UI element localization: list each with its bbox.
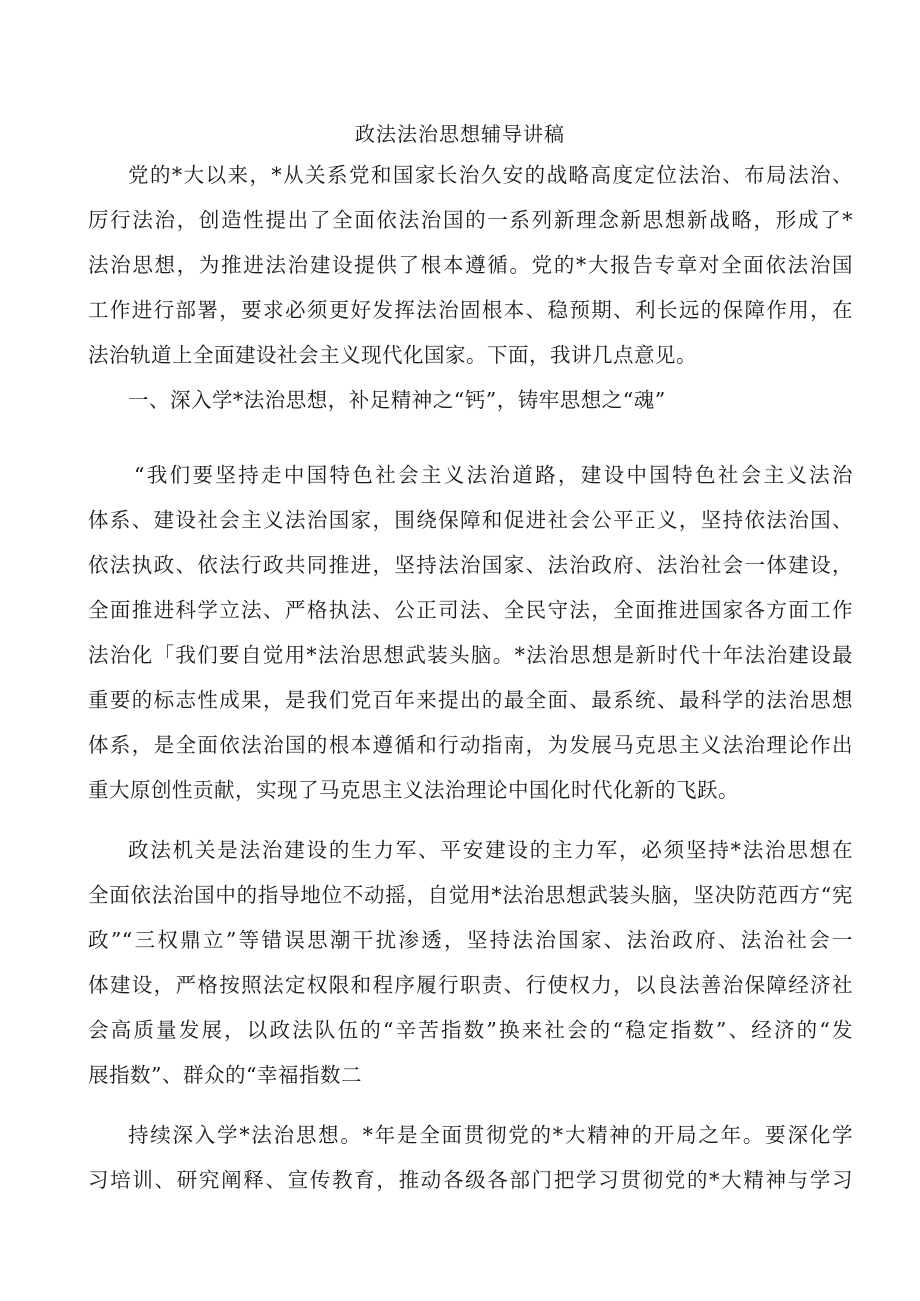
document-title: 政法法治思想辅导讲稿 bbox=[355, 122, 565, 146]
paragraph-line: 政法机关是法治建设的生力军、平安建设的主力军，必须坚持*法治思想在 bbox=[128, 838, 853, 862]
paragraph-line: 习培训、研究阐释、宣传教育，推动各级各部门把学习贯彻党的*大精神与学习 bbox=[88, 1168, 853, 1192]
section-heading: 一、深入学*法治思想，补足精神之“钙”，铸牢思想之“魂” bbox=[128, 388, 666, 412]
paragraph-line: 体系、建设社会主义法治国家，围绕保障和促进社会公平正义，坚持依法治国、 bbox=[88, 508, 853, 532]
paragraph-line: “我们要坚持走中国特色社会主义法治道路，建设中国特色社会主义法治 bbox=[134, 463, 853, 487]
paragraph-line: 重要的标志性成果，是我们党百年来提出的最全面、最系统、最科学的法治思想 bbox=[88, 688, 853, 712]
paragraph-line: 重大原创性贡献，实现了马克思主义法治理论中国化时代化新的飞跃。 bbox=[88, 778, 739, 802]
paragraph-line: 厉行法治，创造性提出了全面依法治国的一系列新理念新思想新战略，形成了* bbox=[88, 208, 853, 232]
paragraph-line: 体系，是全面依法治国的根本遵循和行动指南，为发展马克思主义法治理论作出 bbox=[88, 733, 853, 757]
paragraph-line: 法治思想，为推进法治建设提供了根本遵循。党的*大报告专章对全面依法治国 bbox=[88, 253, 853, 277]
paragraph-line: 政”“三权鼎立”等错误思潮干扰渗透，坚持法治国家、法治政府、法治社会一 bbox=[88, 928, 853, 952]
paragraph-line: 法治轨道上全面建设社会主义现代化国家。下面，我讲几点意见。 bbox=[88, 343, 697, 367]
paragraph-line: 体建设，严格按照法定权限和程序履行职责、行使权力，以良法善治保障经济社 bbox=[88, 973, 853, 997]
paragraph-line: 持续深入学*法治思想。*年是全面贯彻党的*大精神的开局之年。要深化学 bbox=[128, 1123, 853, 1147]
paragraph-line: 工作进行部署，要求必须更好发挥法治固根本、稳预期、利长远的保障作用，在 bbox=[88, 298, 853, 322]
paragraph-line: 全面依法治国中的指导地位不动摇，自觉用*法治思想武装头脑，坚决防范西方“宪 bbox=[88, 883, 853, 907]
paragraph-line: 全面推进科学立法、严格执法、公正司法、全民守法，全面推进国家各方面工作 bbox=[88, 598, 853, 622]
paragraph-line: 展指数”、群众的“幸福指数二 bbox=[88, 1063, 362, 1087]
paragraph-line: 依法执政、依法行政共同推进，坚持法治国家、法治政府、法治社会一体建设， bbox=[88, 553, 853, 577]
paragraph-line: 法治化「我们要自觉用*法治思想武装头脑。*法治思想是新时代十年法治建设最 bbox=[88, 643, 853, 667]
paragraph-line: 会高质量发展，以政法队伍的“辛苦指数”换来社会的“稳定指数”、经济的“发 bbox=[88, 1018, 853, 1042]
paragraph-line: 党的*大以来，*从关系党和国家长治久安的战略高度定位法治、布局法治、 bbox=[128, 163, 853, 187]
